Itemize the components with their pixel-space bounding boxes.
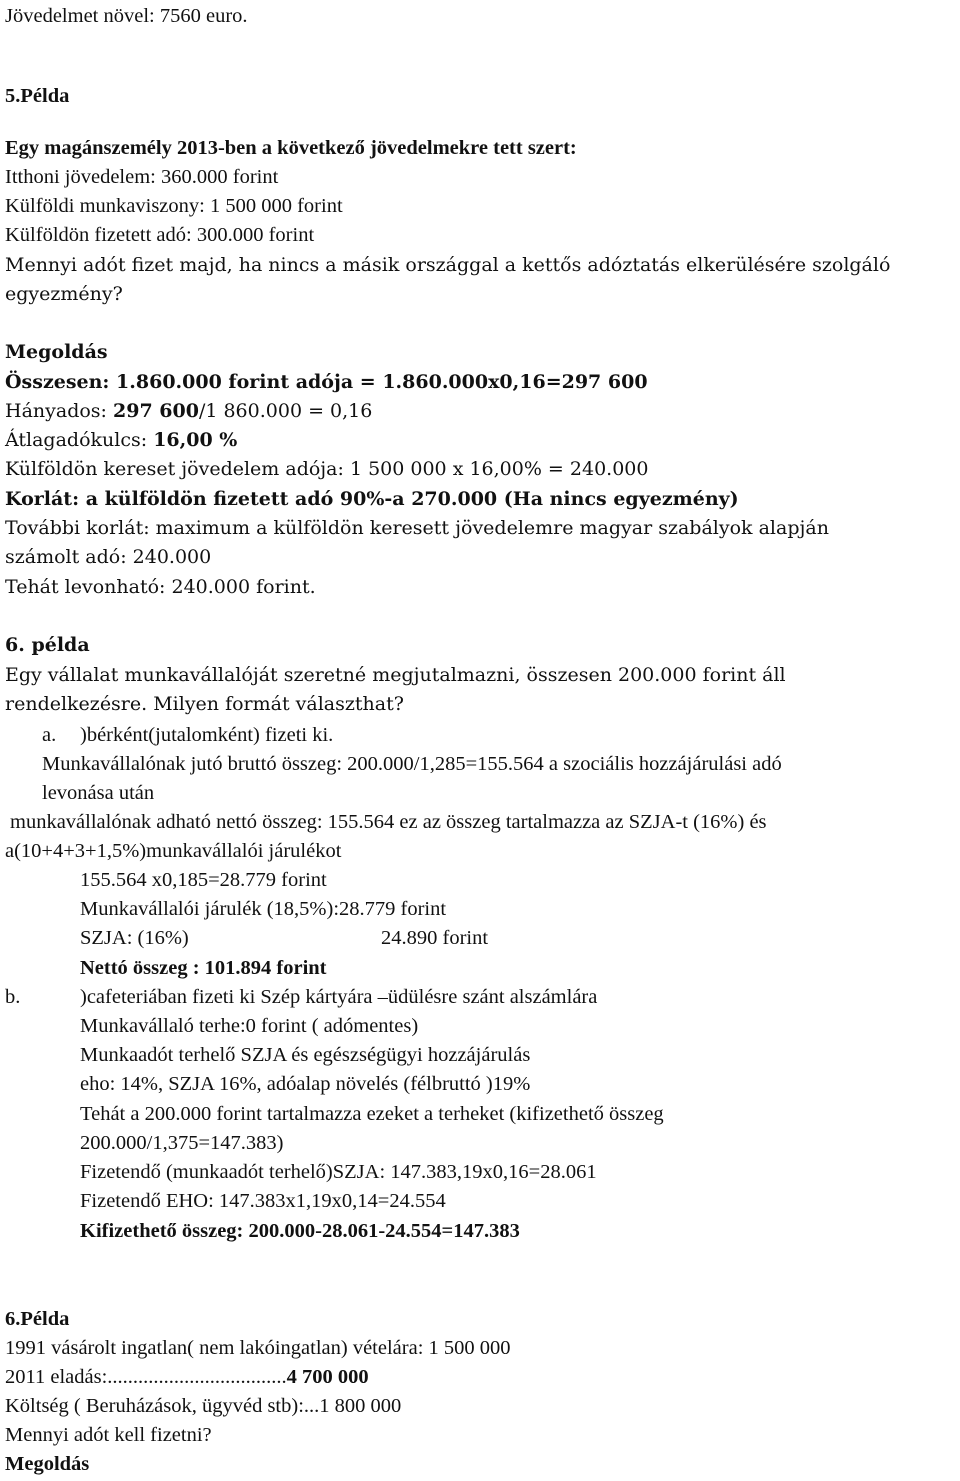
list-marker: a.	[42, 724, 57, 746]
problem-intro: Egy magánszemély 2013-ben a következő jövedelmekre tett szert:	[5, 137, 577, 159]
question-line: Mennyi adót fizet majd, ha nincs a másik országgal a kettős adóztatás elkerülésére szolgáló	[5, 254, 891, 276]
average-rate-line: Átlagadókulcs: 16,00 %	[5, 429, 238, 451]
text-line: eho: 14%, SZJA 16%, adóalap növelés (félbruttó )19%	[80, 1073, 531, 1095]
szja-value: 24.890 forint	[381, 927, 489, 949]
sale-line: 2011 eladás:...................................4 700 000	[5, 1366, 369, 1388]
text-line: rendelkezésre. Milyen formát választhat?	[5, 693, 404, 715]
text-line: Külföldön kereset jövedelem adója: 1 500 000 x 16,00% = 240.000	[5, 458, 649, 480]
text-line: Tehát levonható: 240.000 forint.	[5, 576, 316, 598]
szja-label: SZJA: (16%)	[80, 927, 189, 949]
solution-label: Megoldás	[5, 341, 108, 363]
text-line: Munkavállalónak jutó bruttó összeg: 200.000/1,285=155.564 a szociális hozzájárulási adó	[42, 753, 782, 775]
text-line: 200.000/1,375=147.383)	[80, 1132, 284, 1154]
text-line: Munkaadót terhelő SZJA és egészségügyi hozzájárulás	[80, 1044, 531, 1066]
text-line: 1991 vásárolt ingatlan( nem lakóingatlan) vételára: 1 500 000	[5, 1337, 511, 1359]
option-a-title: )bérként(jutalomként) fizeti ki.	[80, 724, 334, 746]
question-line: egyezmény?	[5, 283, 123, 305]
limit-line: Korlát: a külföldön fizetett adó 90%-a 270.000 (Ha nincs egyezmény)	[5, 488, 739, 510]
example-heading: 5.Példa	[5, 85, 70, 107]
text-line: Külföldi munkaviszony: 1 500 000 forint	[5, 195, 343, 217]
text-line: Itthoni jövedelem: 360.000 forint	[5, 166, 279, 188]
text-line: számolt adó: 240.000	[5, 546, 212, 568]
text-line: Tehát a 200.000 forint tartalmazza ezeket a terheket (kifizethető összeg	[80, 1103, 664, 1125]
quotient-line: Hányados: 297 600/1 860.000 = 0,16	[5, 400, 373, 422]
text-line: munkavállalónak adható nettó összeg: 155.564 ez az összeg tartalmazza az SZJA-t (16%) és	[10, 811, 767, 833]
text-line: Munkavállaló terhe:0 forint ( adómentes)	[80, 1015, 419, 1037]
total-tax-line: Összesen: 1.860.000 forint adója = 1.860.000x0,16=297 600	[5, 371, 648, 393]
text-line: Költség ( Beruházások, ügyvéd stb):...1 800 000	[5, 1395, 402, 1417]
net-amount-line: Nettó összeg : 101.894 forint	[80, 957, 327, 979]
solution-label: Megoldás	[5, 1453, 90, 1475]
text-line: Egy vállalat munkavállalóját szeretné megjutalmazni, összesen 200.000 forint áll	[5, 664, 786, 686]
example-heading: 6. példa	[5, 634, 90, 656]
text-line: a(10+4+3+1,5%)munkavállalói járulékot	[5, 840, 342, 862]
text-line: 155.564 x0,185=28.779 forint	[80, 869, 327, 891]
text-line: levonása után	[42, 782, 155, 804]
text-line: Munkavállalói járulék (18,5%):28.779 forint	[80, 898, 447, 920]
list-marker: b.	[5, 986, 21, 1008]
text-line: További korlát: maximum a külföldön keresett jövedelemre magyar szabályok alapján	[5, 517, 829, 539]
option-b-title: )cafeteriában fizeti ki Szép kártyára –üdülésre szánt alszámlára	[80, 986, 598, 1008]
example-heading: 6.Példa	[5, 1308, 70, 1330]
text-line: Fizetendő EHO: 147.383x1,19x0,14=24.554	[80, 1190, 446, 1212]
payable-amount-line: Kifizethető összeg: 200.000-28.061-24.554=147.383	[80, 1220, 520, 1242]
text-line: Külföldön fizetett adó: 300.000 forint	[5, 224, 315, 246]
text-line: Jövedelmet növel: 7560 euro.	[5, 5, 248, 27]
text-line: Fizetendő (munkaadót terhelő)SZJA: 147.383,19x0,16=28.061	[80, 1161, 597, 1183]
text-line: Mennyi adót kell fizetni?	[5, 1424, 212, 1446]
